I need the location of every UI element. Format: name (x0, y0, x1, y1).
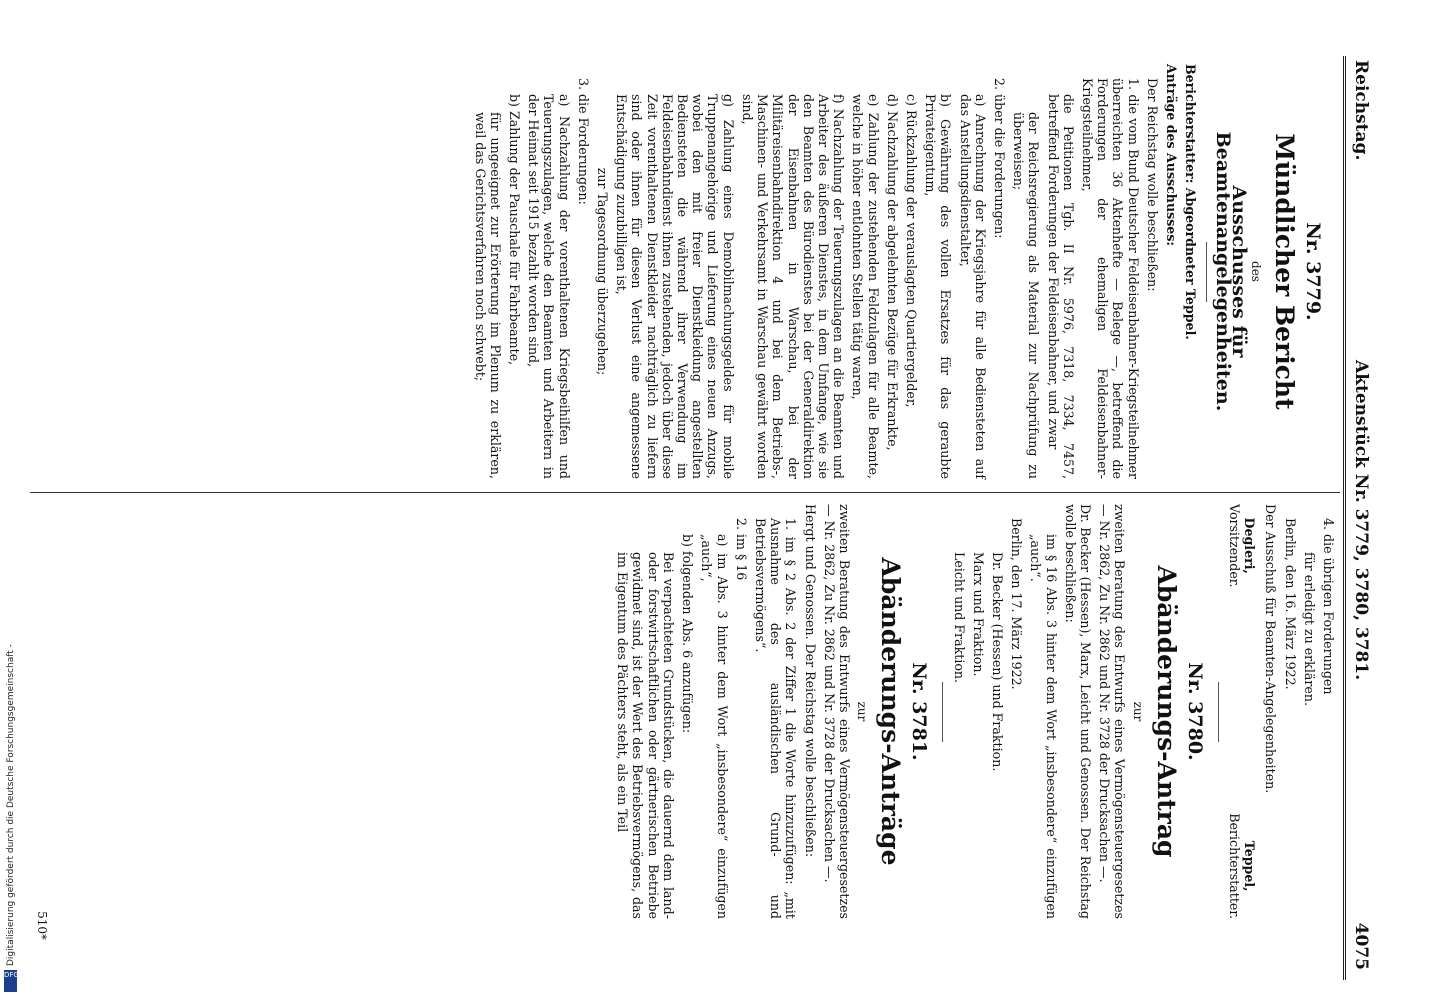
signature-chair (1227, 504, 1257, 587)
doc-number-2: Nr. 3780. (1183, 662, 1206, 761)
item-3b: b) Zahlung der Pauschale für Fahrbeamte, (507, 94, 523, 366)
motion-3-1: 1. im § 2 Abs. 2 der Ziffer 1 die Worte hinzuzufügen: „mit Ausnahme des ausländischen Grund- und Betriebsvermögens“. (752, 518, 799, 919)
doc-number-3: Nr. 3781. (908, 662, 931, 761)
doc-title: Mündlicher Bericht (1269, 133, 1299, 410)
header-left: Reichstag. (1351, 60, 1371, 161)
doc-subtitle: Ausschusses für Beamtenangelegenheiten. (1212, 131, 1250, 412)
date-1: Berlin, den 16. März 1922. (1282, 518, 1298, 690)
antraege-heading: Anträge des Ausschusses: (1163, 64, 1179, 247)
item-1b: die Petitionen Tgb. II Nr. 5976, 7318, 7334, 7457, betreffend Forderungen der Feldeisenbahner, und zwar (1045, 94, 1076, 479)
divider (942, 682, 943, 742)
title-3: Abänderungs-Anträge (876, 557, 906, 866)
left-column (468, 64, 1336, 479)
chair-name: Degleri, (1242, 517, 1258, 574)
reporter-name: Teppel, (1242, 840, 1258, 892)
berichterstatter: Berichterstatter: Abgeordneter Teppel. (1183, 64, 1199, 340)
page-number: 4075 (1351, 922, 1371, 970)
item-2f: f) Nachzahlung der Teuerungszulagen an die Beamten und Arbeiter des äußeren Dienstes, in dem Umfange, wie sie den Beamten des Bürodienstes bei der Generaldirektion der Eisenbahnen in Warschau, bei der Militäreisenbahndirektion 4 und bei dem Betriebs-, Maschinen- und Verkehrsamt in Warschau gewährt worden sind, (739, 94, 847, 479)
sign-2a: Dr. Becker (Hessen) und Fraktion. (989, 552, 1005, 772)
text-2: zweiten Beratung des Entwurfs eines Vermögensteuergesetzes — Nr. 2862, Zu Nr. 2862 und Nr. 3728 der Drucksachen —. (1097, 504, 1128, 919)
zur-2: zur (1130, 701, 1145, 722)
motion-2: im § 16 Abs. 3 hinter dem Wort „insbesondere“ einzufügen „auch“. (1028, 534, 1059, 919)
right-column (611, 504, 1336, 919)
motion-3-2: 2. im § 16 (733, 518, 749, 581)
title-2: Abänderungs-Antrag (1151, 565, 1181, 858)
item-2e: e) Zahlung der zustehenden Feldzulagen für alle Beamte, welche in höher entlohnten Stellen tätig waren, (850, 94, 881, 479)
item-3a: a) Nachzahlung der vorenthaltenen Kriegsbeihilfen und Teuerungszulagen, welche den Beamten und Arbeitern in der Heimat seit 1915 bezahlt worden sind, (526, 94, 572, 479)
committee: Der Ausschuß für Beamten-Angelegenheiten. (1263, 504, 1279, 794)
item-2c: c) Rückzahlung der verauslagten Quartiergelder, (903, 94, 919, 408)
motion-3-2-text: Bei verpachteten Grundstücken, die dauernd dem land- oder forstwirtschaftlichen oder gärtnerischen Betriebe gewidmet sind, ist der Wert des Betriebsvermögens, das im Eigentum des Pächters steht, als ein Teil (615, 552, 676, 919)
reporter-role: Berichterstatter. (1226, 813, 1242, 919)
item-2a: a) Anrechnung der Kriegsjahre für alle Bediensteten auf das Anstellungsdienstalter, (957, 94, 988, 479)
item-2: 2. über die Forderungen: (991, 78, 1007, 239)
item-4: 4. die übrigen Forderungen (1321, 518, 1336, 695)
header-rule (1343, 56, 1346, 980)
sign-2c: Leicht und Fraktion. (951, 552, 967, 684)
movers-2: Dr. Becker (Hessen), Marx, Leicht und Genossen. Der Reichstag wolle beschließen: (1062, 504, 1093, 919)
date-2: Berlin, den 17. März 1922. (1009, 518, 1025, 690)
divider (1218, 682, 1219, 742)
dfg-logo: DFG (4, 970, 17, 992)
column-divider (30, 492, 1340, 493)
item-1c: der Reichsregierung als Material zur Nachprüfung zu überweisen; (1011, 112, 1042, 479)
item-2-end: zur Tagesordnung überzugehen; (595, 167, 611, 376)
chair-role: Vorsitzender. (1226, 504, 1242, 588)
divider (1206, 242, 1207, 302)
text-3: zweiten Beratung des Entwurfs eines Vermögensteuergesetzes — Nr. 2862, Zu Nr. 2862 und Nr. 3728 der Drucksachen —. (821, 504, 852, 919)
sign-2b: Marx und Fraktion. (970, 552, 986, 677)
zur-3: zur (855, 701, 870, 722)
header-title: Aktenstück Nr. 3779, 3780, 3781. (1351, 360, 1371, 681)
intro: Der Reichstag wolle beschließen: (1144, 78, 1160, 292)
item-2g: g) Zahlung eines Demobilmachungsgeldes für mobile Truppenangehörige und Lieferung eines neuen Anzugs, wobei den mit freier Dienstkleidung angestellten Bediensteten die während ihrer Verwendung im Feldeisenbahndienst ihnen zustehenden, jedoch über diese Zeit vorenthaltenen Dienstkleider nachträglich zu liefern sind oder ihnen für diesen Verlust eine angemessene Entschädigung zuzubilligen ist, (614, 94, 736, 479)
item-1: 1. die vom Bund Deutscher Feldeisenbahner-Kriegsteilnehmer überreichten 36 Aktenhefte — Belege —, betreffend die Forderungen der ehemaligen Feldeisenbahner-Kriegsteilnehmer, (1079, 78, 1141, 479)
doc-number: Nr. 3779. (1302, 222, 1324, 321)
credit-text: Digitalisierung gefördert durch die Deutsche Forschungsgemeinschaft - (6, 644, 16, 966)
credit-line (2, 0, 20, 1000)
des: des (1248, 261, 1263, 282)
page-header (1342, 60, 1372, 970)
item-4b: für erledigt zu erklären. (1301, 552, 1317, 706)
sheet-mark: 510* (35, 911, 50, 940)
motion-3-2b: b) folgenden Abs. 6 anzufügen: (680, 534, 696, 734)
signature-reporter (1227, 813, 1257, 919)
item-3-end: für ungeeignet zur Erörterung im Plenum zu erklären, weil das Gerichtsverfahren noch schwebt; (472, 112, 503, 479)
motion-3-2a: a) im Abs. 3 hinter dem Wort „insbesondere“ einzufügen „auch“, (699, 534, 730, 919)
movers-3: Hergt und Genossen. Der Reichstag wolle beschließen: (802, 504, 818, 858)
item-2b: b) Gewährung des vollen Ersatzes für das geraubte Privateigentum, (923, 94, 954, 479)
item-3: 3. die Forderungen: (575, 78, 591, 205)
signatures (1227, 504, 1257, 919)
item-2d: d) Nachzahlung der abgelehnten Bezüge für Erkrankte, (884, 94, 900, 451)
